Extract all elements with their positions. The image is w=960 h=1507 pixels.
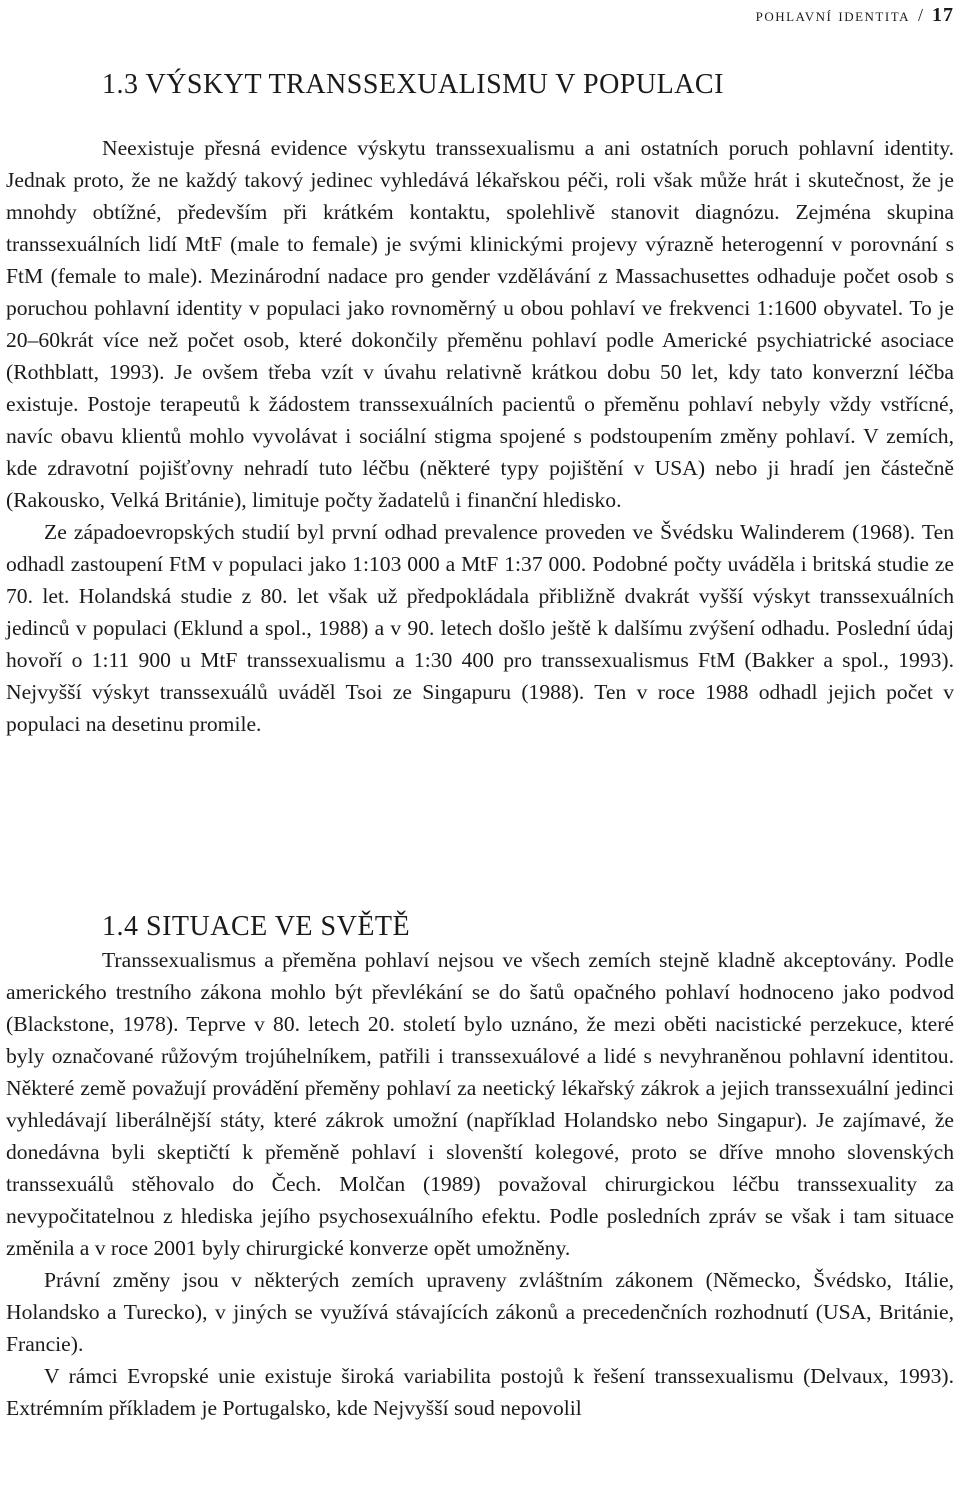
paragraph: Transsexualismus a přeměna pohlaví nejsou ve všech zemích stejně kladně akceptovány. Podle amerického trestního zákona mohlo být převlékání se do šatů opačného pohlaví hodnoceno jako podvod (Blackstone, 1978). Teprve v 80. letech 20. století bylo uznáno, že mezi oběti nacistické perzekuce, které byly označované růžovým trojúhelníkem, patřili i transsexuálové a lidé s nevyhraněnou pohlavní identitou. Některé země považují provádění přeměny pohlaví za neetický lékařský zákrok a jejich transsexuální jedinci vyhledávají liberálnější státy, které zákrok umožní (například Holandsko nebo Singapur). Je zajímavé, že donedávna byli skeptičtí k přeměně pohlaví i slovenští kolegové, proto se dříve mnoho slovenských transsexuálů stěhovalo do Čech. Molčan (1989) považoval chirurgickou léčbu transsexuality za nevypočitatelnou z hlediska jejího psychosexuálního efektu. Podle posledních zpráv se však i tam situace změnila a v roce 2001 byly chirurgické konverze opět umožněny. bbox=[6, 948, 954, 1260]
section-body-1-3 bbox=[6, 132, 954, 740]
section-heading-1-4: 1.4 SITUACE VE SVĚTĚ bbox=[102, 911, 411, 942]
page-number: 17 bbox=[932, 4, 954, 26]
header-separator: / bbox=[917, 5, 924, 25]
paragraph: Ze západoevropských studií byl první odhad prevalence proveden ve Švédsku Walinderem (1968). Ten odhadl zastoupení FtM v populaci jako 1:103 000 a MtF 1:37 000. Podobné počty uváděla i britská studie ze 70. let. Holandská studie z 80. let však už předpokládala přibližně dvakrát vyšší výskyt transsexuálních jedinců v populaci (Eklund a spol., 1988) a v 90. letech došlo ještě k dalšímu zvýšení odhadu. Poslední údaj hovoří o 1:11 900 u MtF transsexualismu a 1:30 400 pro transsexualismus FtM (Bakker a spol., 1993). Nejvyšší výskyt transsexuálů uváděl Tsoi ze Singapuru (1988). Ten v roce 1988 odhadl jejich počet v populaci na desetinu promile. bbox=[6, 520, 954, 736]
section-heading-1-3: 1.3 VÝSKYT TRANSSEXUALISMU V POPULACI bbox=[102, 69, 724, 100]
paragraph: Neexistuje přesná evidence výskytu transsexualismu a ani ostatních poruch pohlavní identity. Jednak proto, že ne každý takový jedinec vyhledává lékařskou péči, roli však může hrát i skutečnost, že je mnohdy obtížné, především při krátkém kontaktu, spolehlivě stanovit diagnózu. Zejména skupina transsexuálních lidí MtF (male to female) je svými klinickými projevy výrazně heterogenní v porovnání s FtM (female to male). Mezinárodní nadace pro gender vzdělávání z Massachusettes odhaduje počet osob s poruchou pohlavní identity v populaci jako rovnoměrný u obou pohlaví ve frekvenci 1:1600 obyvatel. To je 20–60krát více než počet osob, které dokončily přeměnu pohlaví podle Americké psychiatrické asociace (Rothblatt, 1993). Je ovšem třeba vzít v úvahu relativně krátkou dobu 50 let, kdy tato konverzní léčba existuje. Postoje terapeutů k žádostem transsexuálních pacientů o přeměnu pohlaví nebyly vždy vstřícné, navíc obavu klientů mohlo vyvolávat i sociální stigma spojené s podstoupením změny pohlaví. V zemích, kde zdravotní pojišťovny nehradí tuto léčbu (některé typy pojištění v USA) nebo ji hradí jen částečně (Rakousko, Velká Británie), limituje počty žadatelů i finanční hledisko. bbox=[6, 136, 954, 512]
paragraph: V rámci Evropské unie existuje široká variabilita postojů k řešení transsexualismu (Delvaux, 1993). Extrémním příkladem je Portugalsko, kde Nejvyšší soud nepovolil bbox=[6, 1364, 954, 1420]
running-title: pohlavní identita bbox=[755, 5, 910, 25]
paragraph: Právní změny jsou v některých zemích upraveny zvláštním zákonem (Německo, Švédsko, Itálie, Holandsko a Turecko), v jiných se využívá stávajících zákonů a precedenčních rozhodnutí (USA, Británie, Francie). bbox=[6, 1268, 954, 1356]
section-body-1-4 bbox=[6, 944, 954, 1424]
running-header bbox=[756, 4, 954, 27]
